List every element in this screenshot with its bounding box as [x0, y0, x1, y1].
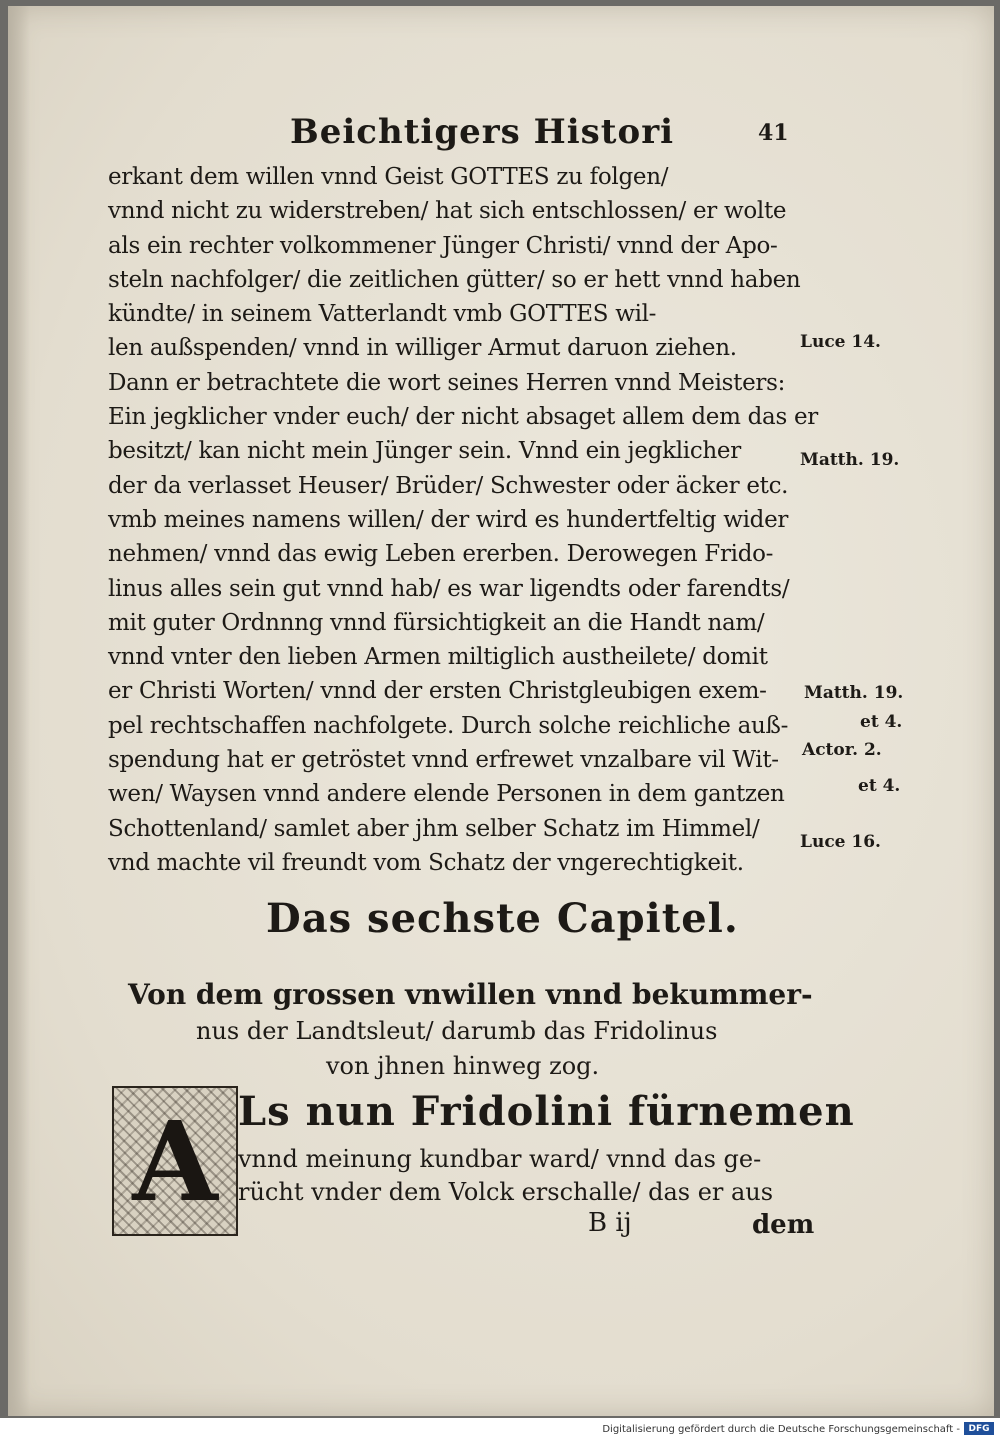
body-line: Ein jegklicher vnder euch/ der nicht absaget allem dem das er — [108, 404, 818, 431]
margin-note: Luce 16. — [800, 832, 881, 852]
body-line: vnnd vnter den lieben Armen miltiglich austheilete/ domit — [108, 644, 768, 671]
body-line: vmb meines namens willen/ der wird es hundertfeltig wider — [108, 506, 789, 533]
body-line: pel rechtschaffen nachfolgete. Durch solche reichliche auß- — [108, 712, 789, 739]
folio-number: 41 — [758, 120, 789, 146]
signature-mark: B ij — [588, 1208, 632, 1238]
opening-line: rücht vnder dem Volck erschalle/ das er aus — [238, 1178, 774, 1206]
body-line: Dann er betrachtete die wort seines Herren vnnd Meisters: — [108, 369, 786, 396]
body-line: wen/ Waysen vnnd andere elende Personen in dem gantzen — [108, 781, 785, 808]
body-line: linus alles sein gut vnnd hab/ es war ligendts oder farendts/ — [108, 575, 790, 602]
opening-line: vnnd meinung kundbar ward/ vnnd das ge- — [238, 1145, 762, 1173]
chapter-summary-line: von jhnen hinweg zog. — [326, 1052, 600, 1080]
body-line: als ein rechter volkommener Jünger Christi/ vnnd der Apo- — [108, 232, 778, 259]
opening-line: Ls nun Fridolini fürnemen — [238, 1088, 855, 1135]
body-line: kündte/ in seinem Vatterlandt vmb GOTTES wil- — [108, 301, 657, 328]
body-line: vnnd nicht zu widerstreben/ hat sich entschlossen/ er wolte — [108, 198, 787, 225]
chapter-title: Das sechste Capitel. — [266, 895, 739, 942]
body-line: besitzt/ kan nicht mein Jünger sein. Vnnd ein jegklicher — [108, 438, 741, 465]
body-line: steln nachfolger/ die zeitlichen gütter/ so er hett vnnd haben — [108, 266, 801, 293]
body-line: erkant dem willen vnnd Geist GOTTES zu folgen/ — [108, 164, 669, 190]
body-line: mit guter Ordnnng vnnd fürsichtigkeit an die Handt nam/ — [108, 609, 765, 636]
margin-note: Actor. 2. — [802, 740, 882, 760]
page-gutter-shadow — [8, 6, 30, 1416]
margin-note: et 4. — [860, 712, 903, 732]
chapter-summary-line: nus der Landtsleut/ darumb das Fridolinus — [196, 1017, 718, 1045]
body-line: er Christi Worten/ vnnd der ersten Christgleubigen exem- — [108, 678, 767, 705]
body-line: nehmen/ vnnd das ewig Leben ererben. Derowegen Frido- — [108, 541, 774, 568]
margin-note: Matth. 19. — [804, 683, 904, 703]
margin-note: Matth. 19. — [800, 450, 900, 470]
dfg-logo: DFG — [964, 1422, 994, 1435]
margin-note: et 4. — [858, 776, 901, 796]
body-line: vnd machte vil freundt vom Schatz der vngerechtigkeit. — [108, 849, 744, 876]
decorated-initial: A — [112, 1086, 238, 1236]
body-line: spendung hat er getröstet vnnd erfrewet vnzalbare vil Wit- — [108, 747, 779, 774]
digitization-credit: Digitalisierung gefördert durch die Deutsche Forschungsgemeinschaft - — [602, 1424, 960, 1435]
body-line: Schottenland/ samlet aber jhm selber Schatz im Himmel/ — [108, 815, 760, 842]
body-line: der da verlasset Heuser/ Brüder/ Schwester oder äcker etc. — [108, 472, 789, 499]
margin-note: Luce 14. — [800, 332, 881, 352]
catchword: dem — [752, 1210, 815, 1240]
running-head: Beichtigers Histori — [290, 112, 675, 152]
body-text — [108, 160, 818, 880]
body-line: len außspenden/ vnnd in williger Armut daruon ziehen. — [108, 335, 737, 362]
chapter-summary-line: Von dem grossen vnwillen vnnd bekummer- — [128, 978, 813, 1011]
